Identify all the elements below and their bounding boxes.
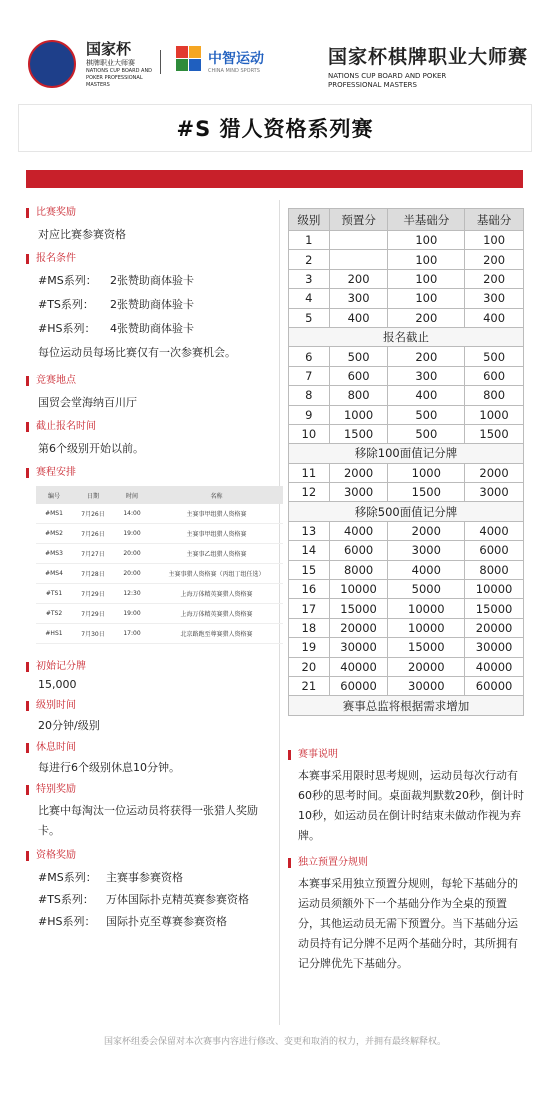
column-header: 名称 (150, 486, 283, 504)
table-row (289, 250, 524, 269)
table-cell: 800 (329, 386, 388, 405)
table-cell: 300 (329, 289, 388, 308)
logo2-title: 中智运动 (208, 51, 264, 67)
table-cell: 10000 (329, 580, 388, 599)
table-cell: 100 (388, 231, 465, 250)
table-cell: 8000 (329, 560, 388, 579)
table-cell: 13 (289, 521, 330, 540)
table-cell: 3000 (465, 483, 524, 502)
table-cell: 100 (388, 269, 465, 288)
table-cell: 600 (329, 366, 388, 385)
table-cell: 5 (289, 308, 330, 327)
table-cell: 200 (388, 347, 465, 366)
table-cell: 200 (329, 269, 388, 288)
table-cell: 3000 (388, 541, 465, 560)
schedule-heading: 赛程安排 (26, 466, 281, 480)
china-mind-sports-mark-icon (176, 46, 202, 72)
table-cell (329, 250, 388, 269)
table-cell: 10000 (465, 580, 524, 599)
prize-text: 对应比赛参赛资格 (38, 228, 126, 241)
table-cell: 30000 (388, 676, 465, 695)
list-item: #HS系列： 4张赞助商体验卡 (38, 322, 194, 335)
table-row (289, 386, 524, 405)
blinds-table (288, 208, 524, 716)
table-cell: 20000 (465, 618, 524, 637)
table-cell: 6 (289, 347, 330, 366)
table-cell (329, 231, 388, 250)
bounty-heading: 特别奖励 (26, 783, 281, 797)
break-heading: 休息时间 (26, 741, 281, 755)
chips-text: 15,000 (38, 678, 77, 691)
table-row (289, 599, 524, 618)
table-row (289, 463, 524, 482)
table-cell: 7 (289, 366, 330, 385)
logo3-title: 国家杯棋牌职业大师赛 (328, 46, 529, 68)
table-cell: 500 (388, 424, 465, 443)
table-cell: 6000 (329, 541, 388, 560)
accent-bar (26, 170, 523, 188)
table-row (289, 269, 524, 288)
table-row: #TS2 7月29日 19:00 上海万体精英赛猎人资格赛 (36, 604, 283, 624)
column-header: 日期 (72, 486, 114, 504)
venue-text: 国贸会堂海纳百川厅 (38, 396, 137, 409)
table-cell: 1 (289, 231, 330, 250)
table-cell: 1500 (329, 424, 388, 443)
rules-text: 本赛事采用限时思考规则，运动员每次行动有60秒的思考时间。桌面裁判默数20秒，倒计时10秒，如运动员在倒计时结束未做动作视为弃牌。 (298, 769, 524, 842)
table-row (289, 424, 524, 443)
table-cell: 6000 (465, 541, 524, 560)
table-cell: 2 (289, 250, 330, 269)
table-cell: 16 (289, 580, 330, 599)
table-cell: 20000 (329, 618, 388, 637)
table-row: #MS3 7月27日 20:00 主赛事乙组猎人资格赛 (36, 544, 283, 564)
table-cell: 15000 (329, 599, 388, 618)
table-row (289, 521, 524, 540)
header (0, 0, 550, 100)
logo2-english: CHINA MIND SPORTS (208, 68, 260, 74)
table-cell: 9 (289, 405, 330, 424)
table-cell: 4000 (465, 521, 524, 540)
table-cell: 1000 (465, 405, 524, 424)
qualification-list (26, 869, 281, 929)
table-span-cell: 报名截止 (289, 327, 524, 346)
table-cell: 200 (465, 250, 524, 269)
table-row (289, 657, 524, 676)
table-span-cell: 移除500面值记分牌 (289, 502, 524, 521)
table-cell: 12 (289, 483, 330, 502)
table-row (289, 618, 524, 637)
table-cell: 18 (289, 618, 330, 637)
prize-heading: 比赛奖励 (26, 206, 281, 220)
column-header: 预置分 (329, 209, 388, 231)
blinds-body (289, 231, 524, 716)
rules-heading: 赛事说明 (288, 748, 528, 762)
table-cell: 4000 (329, 521, 388, 540)
table-cell: 800 (465, 386, 524, 405)
table-row: #TS1 7月29日 12:30 上海万体精英赛猎人资格赛 (36, 584, 283, 604)
table-cell: 8000 (465, 560, 524, 579)
table-cell: 500 (329, 347, 388, 366)
table-row (289, 289, 524, 308)
right-notes (288, 748, 528, 974)
table-row: #MS4 7月28日 20:00 主赛事猎人资格赛（丙组丁组任选） (36, 564, 283, 584)
logo1-english: NATIONS CUP BOARD AND POKER PROFESSIONAL MASTERS (86, 68, 153, 88)
table-header-row (36, 486, 283, 504)
table-cell: 60000 (329, 676, 388, 695)
table-span-row (289, 444, 524, 463)
table-cell: 500 (388, 405, 465, 424)
table-row (289, 541, 524, 560)
table-cell: 1500 (465, 424, 524, 443)
signup-note: 每位运动员每场比赛仅有一次参赛机会。 (38, 346, 236, 359)
table-cell: 100 (465, 231, 524, 250)
column-header: 时间 (114, 486, 150, 504)
table-cell: 10000 (388, 599, 465, 618)
ante-text: 本赛事采用独立预置分规则，每轮下基础分的运动员须额外下一个基础分作为全桌的预置分，其他运动员无需下预置分。当下基础分运动员持有记分牌不足两个基础分时，其所拥有记分牌优先下基础分。 (298, 877, 518, 970)
table-row (289, 580, 524, 599)
table-span-row (289, 696, 524, 715)
table-cell: 14 (289, 541, 330, 560)
list-item: #MS系列： 主赛事参赛资格 (38, 871, 183, 884)
table-row (289, 347, 524, 366)
table-cell: 400 (388, 386, 465, 405)
column-header: 编号 (36, 486, 72, 504)
table-row (289, 366, 524, 385)
chips-heading: 初始记分牌 (26, 660, 281, 674)
table-cell: 200 (388, 308, 465, 327)
table-cell: 15000 (388, 638, 465, 657)
qualification-heading: 资格奖励 (26, 849, 281, 863)
table-cell: 4 (289, 289, 330, 308)
column-header: 基础分 (465, 209, 524, 231)
table-cell: 1500 (388, 483, 465, 502)
signup-heading: 报名条件 (26, 252, 281, 266)
table-cell: 2000 (329, 463, 388, 482)
table-cell: 1000 (388, 463, 465, 482)
table-cell: 40000 (329, 657, 388, 676)
table-cell: 4000 (388, 560, 465, 579)
ante-heading: 独立预置分规则 (288, 856, 528, 870)
table-cell: 3000 (329, 483, 388, 502)
table-row (289, 483, 524, 502)
table-cell: 30000 (329, 638, 388, 657)
table-cell: 60000 (465, 676, 524, 695)
logo1-title: 国家杯 (86, 40, 132, 58)
table-cell: 15 (289, 560, 330, 579)
list-item: #HS系列： 国际扑克至尊赛参赛资格 (38, 915, 227, 928)
table-cell: 11 (289, 463, 330, 482)
page-title: #S 猎人资格系列赛 (18, 104, 532, 152)
table-cell: 300 (465, 289, 524, 308)
table-row (289, 676, 524, 695)
table-cell: 30000 (465, 638, 524, 657)
table-header-row (289, 209, 524, 231)
venue-heading: 竞赛地点 (26, 374, 281, 388)
table-cell: 19 (289, 638, 330, 657)
table-cell: 1000 (329, 405, 388, 424)
left-column (26, 198, 281, 929)
logo3-english: NATIONS CUP BOARD AND POKER PROFESSIONAL MASTERS (328, 72, 447, 89)
table-row: #HS1 7月30日 17:00 北京路跑至尊赛猎人资格赛 (36, 624, 283, 644)
table-span-cell: 移除100面值记分牌 (289, 444, 524, 463)
footer-disclaimer: 国家杯组委会保留对本次赛事内容进行修改、变更和取消的权力，并拥有最终解释权。 (103, 1037, 446, 1047)
deadline-text: 第6个级别开始以前。 (38, 442, 144, 455)
table-cell: 200 (465, 269, 524, 288)
level-text: 20分钟/级别 (38, 719, 100, 732)
table-cell: 17 (289, 599, 330, 618)
table-cell: 10 (289, 424, 330, 443)
nations-cup-logo-icon (28, 40, 76, 88)
table-cell: 8 (289, 386, 330, 405)
table-cell: 300 (388, 366, 465, 385)
table-cell: 100 (388, 250, 465, 269)
table-cell: 20 (289, 657, 330, 676)
list-item: #TS系列： 2张赞助商体验卡 (38, 298, 194, 311)
logo-divider (160, 50, 161, 74)
table-span-row (289, 327, 524, 346)
table-cell: 10000 (388, 618, 465, 637)
list-item: #TS系列： 万体国际扑克精英赛参赛资格 (38, 893, 249, 906)
table-row (289, 405, 524, 424)
table-cell: 2000 (388, 521, 465, 540)
bounty-text: 比赛中每淘汰一位运动员将获得一张猎人奖励卡。 (38, 804, 258, 837)
table-cell: 3 (289, 269, 330, 288)
column-header: 半基础分 (388, 209, 465, 231)
deadline-heading: 截止报名时间 (26, 420, 281, 434)
table-cell: 600 (465, 366, 524, 385)
table-cell: 400 (329, 308, 388, 327)
table-cell: 5000 (388, 580, 465, 599)
table-row (289, 560, 524, 579)
table-cell: 20000 (388, 657, 465, 676)
break-text: 每进行6个级别休息10分钟。 (38, 761, 180, 774)
column-header: 级别 (289, 209, 330, 231)
table-row (289, 638, 524, 657)
table-row (289, 308, 524, 327)
logo1-subtitle: 棋牌职业大师赛 (86, 59, 135, 67)
table-cell: 21 (289, 676, 330, 695)
table-span-cell: 赛事总监将根据需求增加 (289, 696, 524, 715)
table-cell: 15000 (465, 599, 524, 618)
table-row: #MS2 7月26日 19:00 主赛事甲组猎人资格赛 (36, 524, 283, 544)
signup-list (26, 272, 281, 336)
table-row (289, 231, 524, 250)
table-cell: 2000 (465, 463, 524, 482)
list-item: #MS系列： 2张赞助商体验卡 (38, 274, 194, 287)
table-cell: 40000 (465, 657, 524, 676)
table-cell: 400 (465, 308, 524, 327)
table-row: #MS1 7月26日 14:00 主赛事甲组猎人资格赛 (36, 504, 283, 524)
level-heading: 级别时间 (26, 699, 281, 713)
table-cell: 100 (388, 289, 465, 308)
table-span-row (289, 502, 524, 521)
schedule-table (36, 486, 283, 644)
table-cell: 500 (465, 347, 524, 366)
